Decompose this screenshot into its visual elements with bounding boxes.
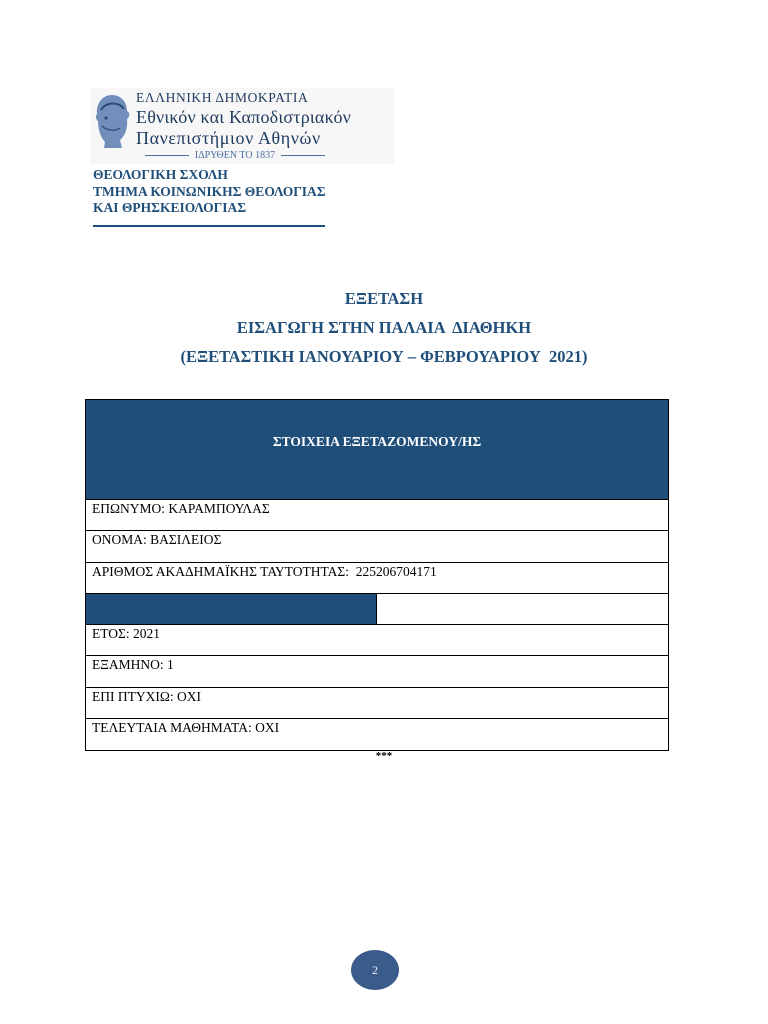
department-name-line1: ΤΜΗΜΑ ΚΟΙΝΩΝΙΚΗΣ ΘΕΟΛΟΓΙΑΣ [93,183,326,199]
table-row-year: ΕΤΟΣ: 2021 [86,625,668,656]
logo-text-state: ΕΛΛΗΝΙΚΗ ΔΗΜΟΚΡΑΤΙΑ [136,90,309,105]
section-separator: *** [375,750,393,762]
page-number-badge: 2 [351,950,399,990]
table-row-shaded [86,594,668,625]
table-row-academic-id: ΑΡΙΘΜΟΣ ΑΚΑΔΗΜΑΪΚΗΣ ΤΑΥΤΟΤΗΤΑΣ: 225206704171 [86,563,668,594]
table-header: ΣΤΟΙΧΕΙΑ ΕΞΕΤΑΖΟΜΕΝΟΥ/ΗΣ [86,400,668,500]
table-row-name: ΟΝΟΜΑ: ΒΑΣΙΛΕΙΟΣ [86,531,668,562]
logo-text-university-2: Πανεπιστήμιον Αθηνών [136,128,321,148]
department-block [93,167,326,217]
table-row-degree-pending: ΕΠΙ ΠΤΥΧΙΩ: ΟΧΙ [86,688,668,719]
table-row-final-courses: ΤΕΛΕΥΤΑΙΑ ΜΑΘΗΜΑΤΑ: ΟΧΙ [92,720,280,736]
department-name-line2: ΚΑΙ ΘΡΗΣΚΕΙΟΛΟΓΙΑΣ [93,200,247,215]
exam-title-block [0,284,768,371]
table-row-surname: ΕΠΩΝΥΜΟ: ΚΑΡΑΜΠΟΥΛΑΣ [86,500,668,531]
school-name: ΘΕΟΛΟΓΙΚΗ ΣΧΟΛΗ [93,167,228,182]
university-logo [90,88,394,164]
department-underline [93,225,325,227]
exam-title: ΕΞΕΤΑΣΗ [344,289,424,308]
exam-period: (ΕΞΕΤΑΣΤΙΚΗ ΙΑΝΟΥΑΡΙΟΥ – ΦΕΒΡΟΥΑΡΙΟΥ 2021) [180,347,588,366]
empty-cell [377,594,668,624]
shaded-cell [86,594,377,624]
course-title: ΕΙΣΑΓΩΓΗ ΣΤΗΝ ΠΑΛΑΙΑ ΔΙΑΘΗΚΗ [236,318,532,337]
athena-head-icon [92,92,132,150]
student-info-table [85,399,669,751]
table-row-semester: ΕΞΑΜΗΝΟ: 1 [86,656,668,687]
logo-text-founded: ΙΔΡΥΘΕΝ ΤΟ 1837 [136,150,334,161]
logo-text-university-1: Εθνικόν και Καποδιστριακόν [136,107,351,127]
